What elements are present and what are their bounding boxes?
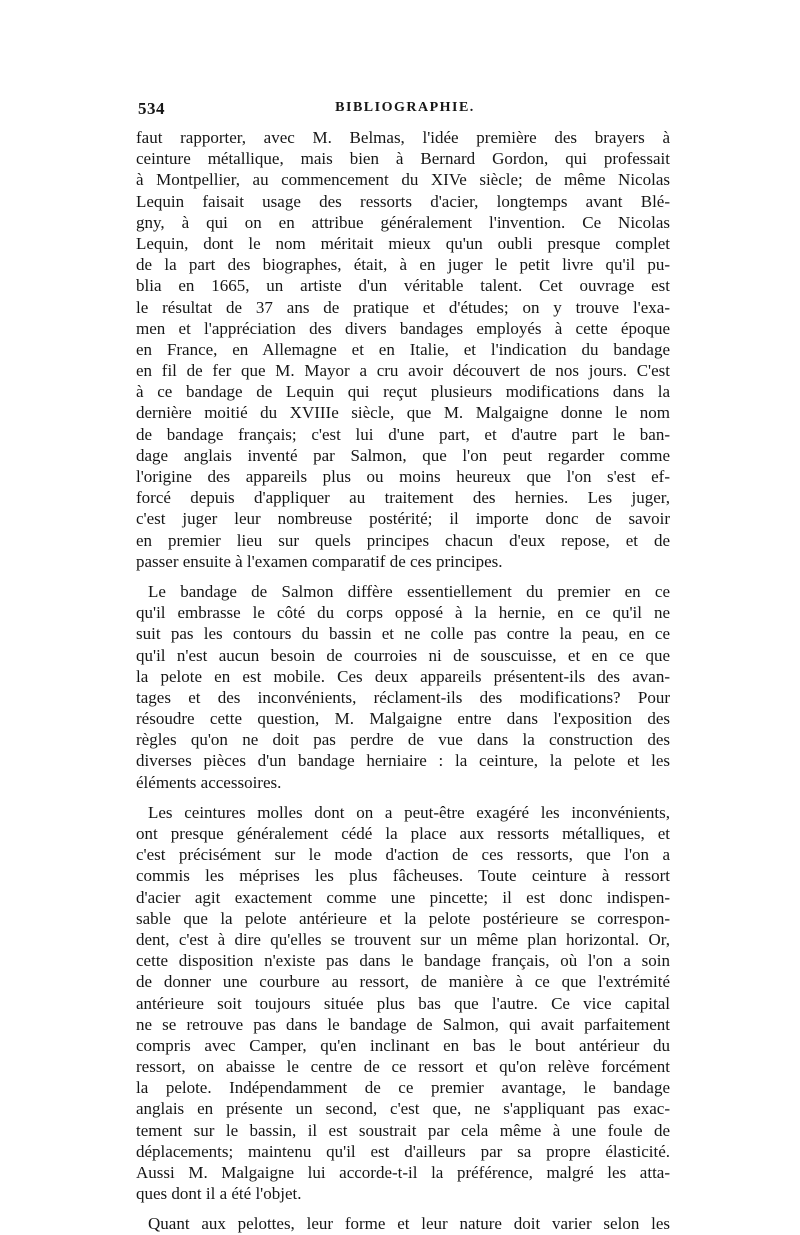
text-line: résoudre cette question, M. Malgaigne entre dans l'exposition des [136,709,670,729]
text-line: blia en 1665, un artiste d'un véritable talent. Cet ouvrage est [136,276,670,296]
body-text [136,127,670,1235]
text-line: le résultat de 37 ans de pratique et d'études; on y trouve l'exa- [136,297,670,317]
text-line: sable que la pelote antérieure et la pelote postérieure se correspon- [136,908,670,928]
text-line: en fil de fer que M. Mayor a cru avoir découvert de nos jours. C'est [136,361,670,381]
text-line: anglais en présente un second, c'est que, ne s'appliquant pas exac- [136,1099,670,1119]
text-line: de la part des biographes, était, à en juger le petit livre qu'il pu- [136,255,670,275]
text-line: de bandage français; c'est lui d'une part, et d'autre part le ban- [136,424,670,444]
text-line: la pelote en est mobile. Ces deux appareils présentent-ils des avan- [136,666,670,686]
text-line: Quant aux pelottes, leur forme et leur nature doit varier selon les [148,1214,670,1234]
paragraph [136,802,670,1205]
text-line: ceinture métallique, mais bien à Bernard Gordon, qui professait [136,149,670,169]
text-line: compris avec Camper, qu'en inclinant en bas le bout antérieur du [136,1035,670,1055]
text-line: qu'il n'est aucun besoin de courroies ni de souscuisse, et en ce que [136,645,670,665]
text-line: c'est juger leur nombreuse postérité; il importe donc de savoir [136,509,670,529]
text-line: dage anglais inventé par Salmon, que l'on peut regarder comme [136,445,670,465]
text-line: men et l'appréciation des divers bandages employés à cette époque [136,318,670,338]
text-line: gny, à qui on en attribue généralement l'invention. Ce Nicolas [136,212,670,232]
text-line: dernière moitié du XVIIIe siècle, que M. Malgaigne donne le nom [136,403,670,423]
text-line: faut rapporter, avec M. Belmas, l'idée première des brayers à [136,128,670,147]
text-line: ques dont il a été l'objet. [136,1184,302,1204]
text-line: suit pas les contours du bassin et ne colle pas contre la peau, en ce [136,624,670,644]
text-line: tages et des inconvénients, réclament-ils des modifications? Pour [136,687,670,707]
text-line: Lequin faisait usage des ressorts d'acier, longtemps avant Blé- [136,191,670,211]
text-line: en France, en Allemagne et en Italie, et l'indication du bandage [136,339,670,359]
text-line: Le bandage de Salmon diffère essentiellement du premier en ce [148,581,670,601]
paragraph [136,581,670,793]
paragraph [136,1213,670,1234]
paragraph [136,127,670,572]
text-line: l'origine des appareils plus ou moins heureux que l'on s'est ef- [136,467,670,486]
text-line: forcé depuis d'appliquer au traitement des hernies. Les juger, [136,488,670,508]
page-header [138,99,672,123]
text-line: en premier lieu sur quels principes chacun d'eux repose, et de [136,530,670,550]
text-line: ressort, on abaisse le centre de ce ressort et qu'on relève forcément [136,1057,670,1077]
text-line: cette disposition n'existe pas dans le bandage français, où l'on a soin [136,951,670,971]
text-line: tement sur le bassin, il est soustrait par cela même à une foule de [136,1120,670,1140]
text-line: Aussi M. Malgaigne lui accorde-t-il la préférence, malgré les atta- [136,1163,670,1182]
text-line: d'acier agit exactement comme une pincette; il est donc indispen- [136,887,670,907]
text-line: qu'il embrasse le côté du corps opposé à la hernie, en ce qu'il ne [136,603,670,623]
text-line: ne se retrouve pas dans le bandage de Salmon, qui avait parfaitement [136,1014,670,1034]
text-line: la pelote. Indépendamment de ce premier avantage, le bandage [136,1078,670,1098]
text-line: ont presque généralement cédé la place aux ressorts métalliques, et [136,824,670,843]
running-title: BIBLIOGRAPHIE. [335,100,475,115]
text-line: passer ensuite à l'examen comparatif de ces principes. [136,551,503,571]
text-line: diverses pièces d'un bandage herniaire : la ceinture, la pelote et les [136,751,670,771]
text-line: Les ceintures molles dont on a peut-être exagéré les inconvénients, [148,802,670,822]
text-line: déplacements; maintenu qu'il est d'ailleurs par sa propre élasticité. [136,1141,670,1161]
text-line: antérieure soit toujours située plus bas que l'autre. Ce vice capital [136,993,670,1013]
text-line: de donner une courbure au ressort, de manière à ce que l'extrémité [136,972,670,992]
text-line: à Montpellier, au commencement du XIVe siècle; de même Nicolas [136,170,670,190]
text-line: éléments accessoires. [136,772,282,792]
text-line: Lequin, dont le nom méritait mieux qu'un oubli presque complet [136,233,670,253]
text-line: à ce bandage de Lequin qui reçut plusieurs modifications dans la [136,382,670,402]
text-line: règles qu'on ne doit pas perdre de vue dans la construction des [136,730,670,750]
page-number: 534 [138,99,165,118]
text-line: commis les méprises les plus fâcheuses. Toute ceinture à ressort [136,866,670,886]
text-line: dent, c'est à dire qu'elles se trouvent sur un même plan horizontal. Or, [136,929,670,949]
text-line: c'est précisément sur le mode d'action de ces ressorts, que l'on a [136,845,670,865]
